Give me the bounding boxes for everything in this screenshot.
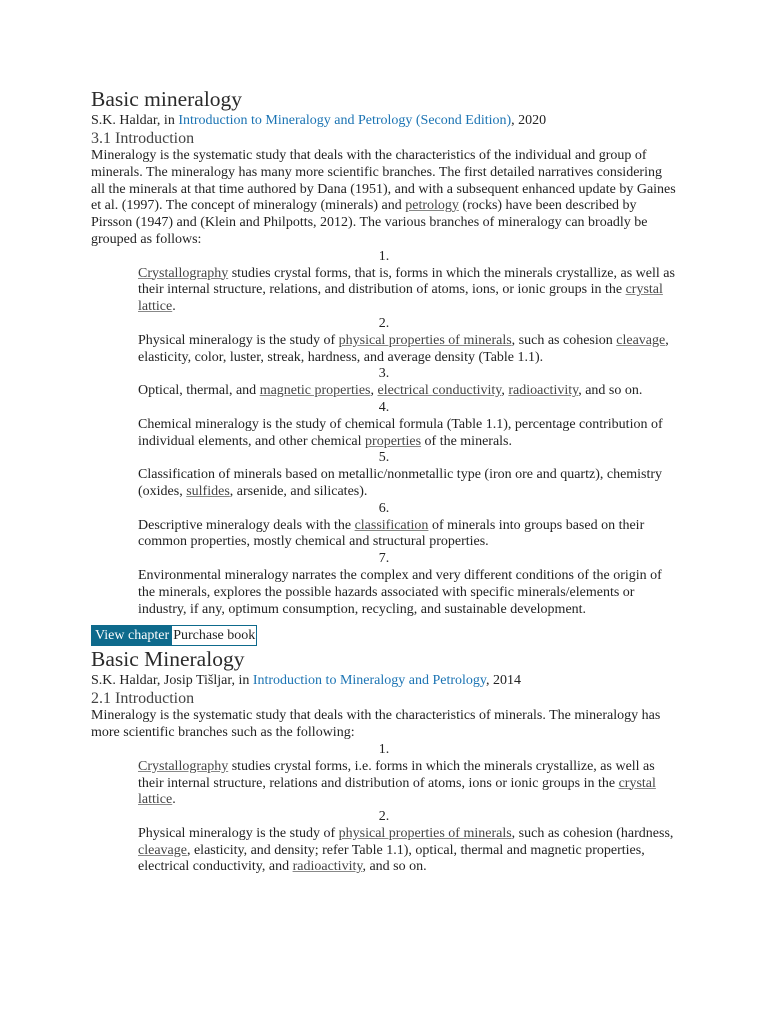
purchase-book-button[interactable]: Purchase book [171, 625, 257, 646]
classification-link[interactable]: classification [354, 517, 429, 533]
item-number: 4. [378, 399, 390, 415]
text: , elasticity, and density; refer Table 1.1), optical, thermal and magnetic properties, electrical conductivity, and [138, 842, 645, 875]
section-basic-mineralogy-2014 [91, 646, 677, 876]
text: , elasticity, color, luster, streak, hardness, and average density (Table 1.1). [138, 332, 669, 365]
crystallography-link[interactable]: Crystallography [138, 265, 229, 281]
item-number: 1. [378, 741, 390, 757]
list-item [91, 366, 677, 400]
text: studies crystal forms, i.e. forms in which the minerals crystallize, as well as their internal structure, relations and distribution of atoms, ions or ionic groups in the [138, 758, 655, 791]
item-text [138, 467, 677, 501]
radioactivity-link[interactable]: radioactivity [292, 859, 363, 875]
byline-authors: S.K. Haldar, Josip Tišljar, in [91, 673, 253, 689]
list-item [91, 742, 677, 809]
cleavage-link[interactable]: cleavage [616, 332, 666, 348]
item-text: Environmental mineralogy narrates the complex and very different conditions of the origin of the minerals, explores the possible hazards associated with specific minerals/elements or industry, if any, optimum consumption, recycling, and sustainable development. [138, 567, 662, 617]
crystal-lattice-link[interactable]: crystal lattice [138, 775, 656, 808]
text: Optical, thermal, and [138, 383, 260, 399]
byline-year: , 2014 [486, 673, 522, 689]
subheading: 3.1 Introduction [91, 130, 195, 147]
crystal-lattice-link[interactable]: crystal lattice [138, 282, 663, 315]
item-number: 5. [378, 450, 390, 466]
item-number: 2. [378, 809, 390, 825]
section-title: Basic mineralogy [91, 87, 243, 111]
properties-link[interactable]: properties [365, 433, 422, 449]
text: . [172, 792, 176, 808]
section-basic-mineralogy-2020 [91, 86, 677, 646]
content [91, 86, 677, 876]
text: , and so on. [362, 859, 427, 875]
text: . [172, 299, 176, 315]
list-item [91, 450, 677, 500]
list-item [91, 551, 677, 618]
list-item [91, 316, 677, 366]
text: Classification of minerals based on metallic/nonmetallic type (iron ore and quartz), chemistry (oxides, [138, 467, 663, 499]
text: Physical mineralogy is the study of [138, 332, 339, 348]
radioactivity-link[interactable]: radioactivity [508, 383, 579, 399]
view-chapter-button[interactable]: View chapter [91, 625, 171, 646]
item-text [138, 518, 677, 552]
sulfides-link[interactable]: sulfides [186, 483, 230, 499]
item-text [138, 383, 677, 400]
text: Descriptive mineralogy deals with the [138, 517, 355, 533]
branches-list [91, 742, 677, 876]
text: Physical mineralogy is the study of [138, 825, 339, 841]
electrical-conductivity-link[interactable]: electrical conductivity [377, 383, 502, 399]
intro-text: (rocks) have been described by Pirsson (1947) and (Klein and Philpotts, 2012). The various branches of mineralogy can broadly be grouped as follows: [91, 198, 648, 247]
book-link[interactable]: Introduction to Mineralogy and Petrology [252, 673, 487, 689]
item-text [138, 333, 677, 367]
text: Chemical mineralogy is the study of chemical formula (Table 1.1), percentage contribution of individual elements, and other chemical [138, 416, 663, 449]
crystallography-link[interactable]: Crystallography [138, 758, 229, 774]
item-number: 1. [378, 248, 390, 264]
physical-properties-link[interactable]: physical properties of minerals [338, 332, 512, 348]
item-text [138, 759, 677, 809]
list-item [91, 501, 677, 551]
list-item [91, 400, 677, 450]
intro-paragraph [91, 148, 677, 249]
chapter-actions [91, 625, 677, 646]
text: of minerals into groups based on their common properties, mostly chemical and structural properties. [138, 517, 645, 550]
text: , [370, 383, 378, 399]
cleavage-link[interactable]: cleavage [138, 842, 187, 858]
intro-paragraph: Mineralogy is the systematic study that deals with the characteristics of minerals. The mineralogy has more scientific branches such as the following: [91, 708, 661, 741]
book-link[interactable]: Introduction to Mineralogy and Petrology (Second Edition) [178, 113, 512, 128]
list-item [91, 249, 677, 316]
text: , and so on. [578, 383, 643, 399]
text: , such as cohesion [511, 332, 617, 348]
item-text [138, 826, 677, 876]
item-number: 6. [378, 500, 390, 516]
item-text [138, 417, 677, 451]
text: , such as cohesion (hardness, [511, 825, 674, 841]
text: of the minerals. [421, 433, 513, 449]
branches-list [91, 249, 677, 619]
byline-authors: S.K. Haldar, in [91, 113, 179, 128]
text: , [501, 383, 509, 399]
item-number: 7. [378, 551, 390, 567]
byline-year: , 2020 [511, 113, 547, 128]
intro-text: Mineralogy is the systematic study that deals with the characteristics of the individual and group of minerals. The mineralogy has many more scientific branches. The first detailed narratives considering all the minerals at that time authored by Dana (1951), and with a subsequent enhanced update by Gaines et al. (1997). The concept of mineralogy (minerals) and [91, 148, 676, 214]
item-text [138, 266, 677, 316]
section-title: Basic Mineralogy [91, 647, 245, 672]
subheading: 2.1 Introduction [91, 690, 195, 708]
byline [91, 112, 677, 129]
item-number: 3. [378, 366, 390, 382]
physical-properties-link[interactable]: physical properties of minerals [338, 825, 512, 841]
petrology-link[interactable]: petrology [405, 198, 459, 214]
list-item [91, 809, 677, 876]
byline [91, 672, 677, 689]
item-number: 2. [378, 315, 390, 331]
text: , arsenide, and silicates). [229, 483, 368, 499]
magnetic-properties-link[interactable]: magnetic properties [259, 383, 371, 399]
text: studies crystal forms, that is, forms in which the minerals crystallize, as well as their internal structure, relations, and distribution of atoms, ions, or ionic groups in the [138, 265, 675, 298]
